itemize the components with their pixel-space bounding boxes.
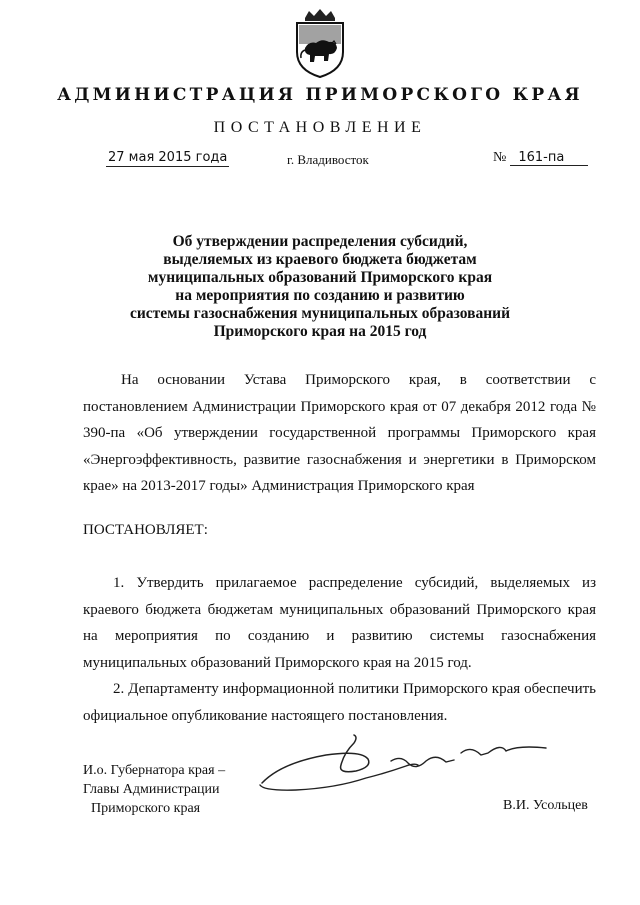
title-line: системы газоснабжения муниципальных образований <box>129 305 511 322</box>
title-line: Об утверждении распределения субсидий, <box>172 233 468 250</box>
item-2-paragraph: 2. Департаменту информационной политики Приморского края обеспечить официальное опубликование настоящего постановления. <box>83 681 596 724</box>
item-1-paragraph: 1. Утвердить прилагаемое распределение субсидий, выделяемых из краевого бюджета бюджетам муниципальных образований Приморского края на мероприятия по созданию и развитию системы газоснабжения муниципальных образований Приморского края на 2015 год. <box>83 575 596 671</box>
document-city: г. Владивосток <box>287 152 369 167</box>
title-line: на мероприятия по созданию и развитию <box>175 287 465 304</box>
document-number <box>493 150 588 166</box>
organization-name: АДМИНИСТРАЦИЯ ПРИМОРСКОГО КРАЯ <box>57 85 583 105</box>
title-line: Приморского края на 2015 год <box>213 323 427 340</box>
position-line: Приморского края <box>91 801 201 816</box>
number-value: 161-па <box>510 150 588 166</box>
coat-of-arms-icon <box>291 8 349 80</box>
number-sign: № <box>493 150 507 165</box>
position-line: И.о. Губернатора края – <box>83 763 226 778</box>
signatory-position <box>83 761 225 818</box>
resolves-heading: ПОСТАНОВЛЯЕТ: <box>83 522 208 538</box>
signatory-name: В.И. Усольцев <box>503 798 588 813</box>
basis-paragraph: На основании Устава Приморского края, в соответствии с постановлением Администрации Приморского края от 07 декабря 2012 года № 390-па «Об утверждении государственной программы Приморского края «Энергоэффективность, развитие газоснабжения и энергетики в Приморском крае» на 2013-2017 годы» Администрация Приморского края <box>83 372 596 494</box>
title-line: выделяемых из краевого бюджета бюджетам <box>163 251 477 268</box>
position-line: Главы Администрации <box>83 782 220 797</box>
document-date: 27 мая 2015 года <box>108 150 228 165</box>
document-type: ПОСТАНОВЛЕНИЕ <box>213 119 427 136</box>
title-line: муниципальных образований Приморского края <box>147 269 493 286</box>
handwritten-signature <box>256 733 556 803</box>
document-title <box>120 233 520 341</box>
